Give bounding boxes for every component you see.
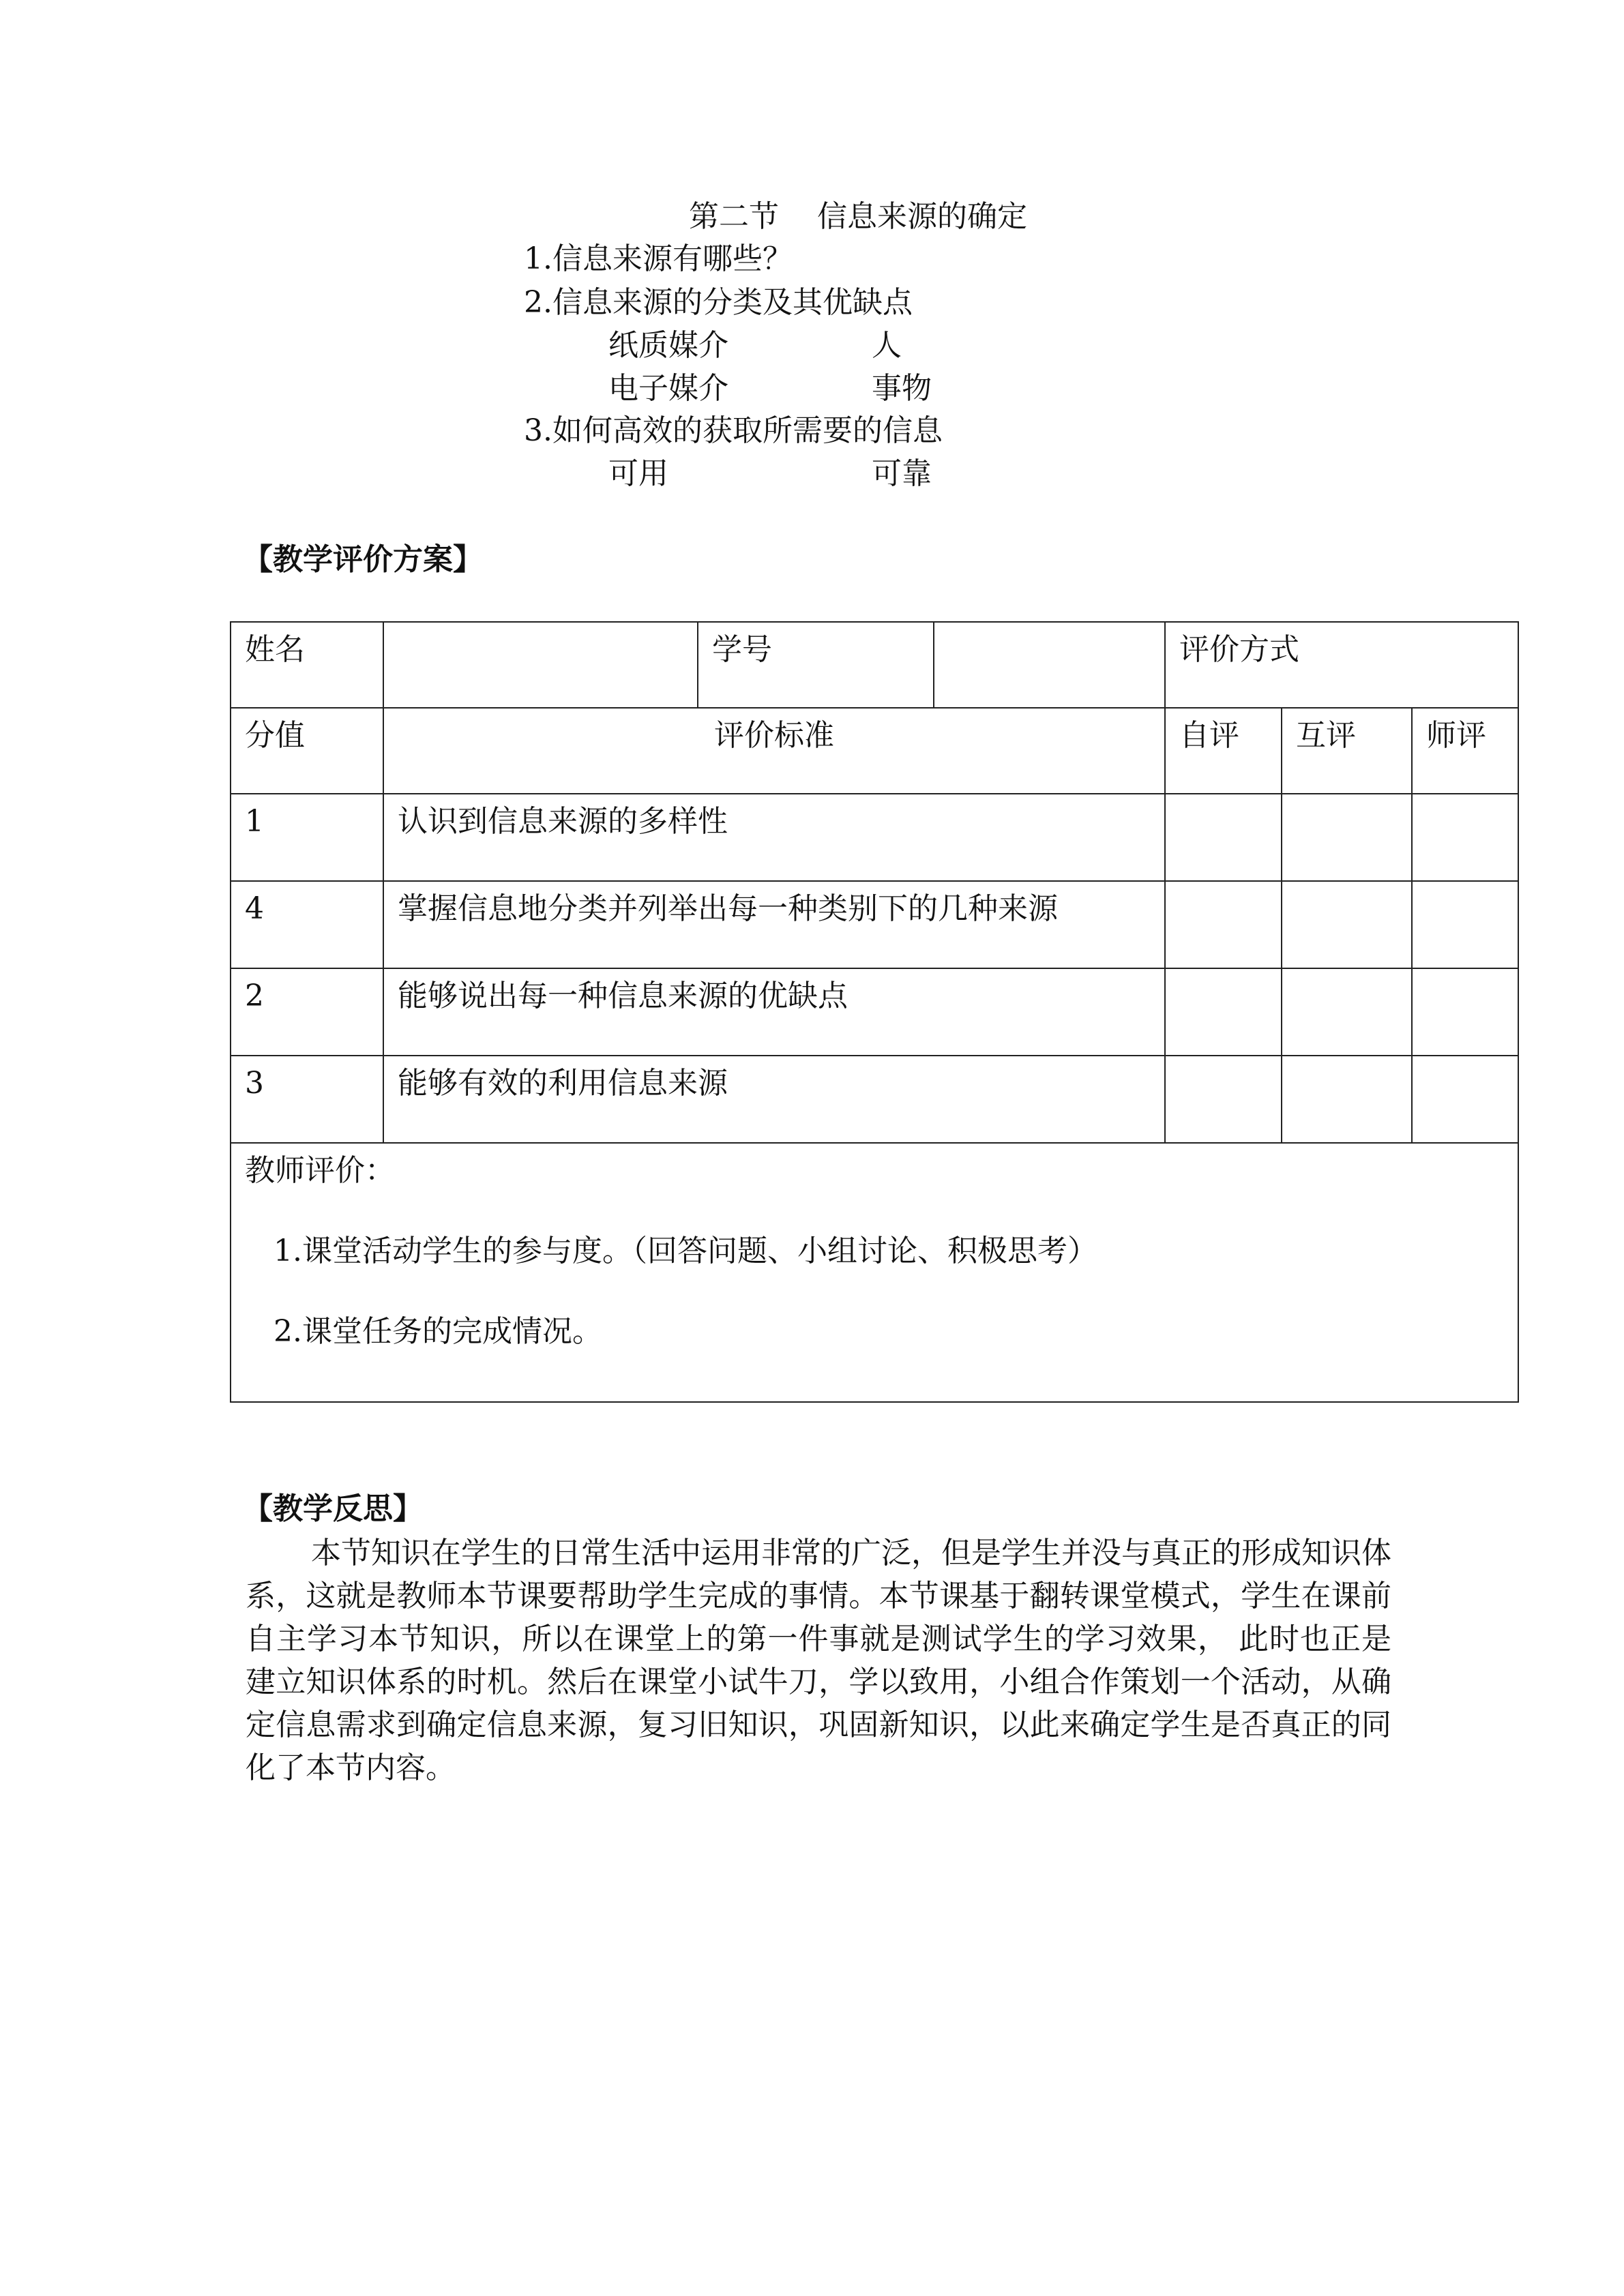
peer-eval-cell[interactable]	[1282, 968, 1412, 1056]
table-row	[231, 794, 1518, 881]
teacher-evaluation-cell	[231, 1143, 1518, 1402]
self-eval-cell[interactable]	[1165, 794, 1282, 881]
teacher-evaluation-item-2: 2.课堂任务的完成情况。	[274, 1314, 602, 1349]
outline-item-3: 3.如何高效的获取所需要的信息	[524, 413, 943, 448]
teacher-evaluation-item-1: 1.课堂活动学生的参与度。（回答问题、小组讨论、积极思考）	[274, 1234, 1097, 1268]
reflection-body: 本节知识在学生的日常生活中运用非常的广泛，但是学生并没与真正的形成知识体系，这就是教师本节课要帮助学生完成的事情。本节课基于翻转课堂模式，学生在课前自主学习本节知识，所以在课堂上的第一件事就是测试学生的学习效果， 此时也正是建立知识体系的时机。然后在课堂小试牛刀，学以致用，小组合作策划一个活动，从确定信息需求到确定信息来源，复习旧知识，巩固新知识，以此来确定学生是否真正的同化了本节内容。	[246, 1536, 1391, 1785]
evaluation-table	[230, 621, 1519, 1403]
source-type-electronic: 电子媒介	[608, 371, 728, 406]
student-id-field[interactable]	[934, 622, 1165, 708]
student-id-label: 学号	[698, 622, 934, 708]
criterion-cell: 掌握信息地分类并列举出每一种类别下的几种来源	[383, 881, 1165, 968]
criterion-reliable: 可靠	[872, 456, 932, 491]
peer-eval-cell[interactable]	[1282, 881, 1412, 968]
score-cell: 1	[231, 794, 383, 881]
outline-item-1: 1.信息来源有哪些？	[524, 241, 793, 276]
table-row	[231, 1056, 1518, 1143]
score-label: 分值	[231, 708, 383, 794]
section-title: 第二节 信息来源的确定	[689, 199, 1027, 234]
table-column-header-row	[231, 708, 1518, 794]
name-label: 姓名	[231, 622, 383, 708]
self-eval-cell[interactable]	[1165, 881, 1282, 968]
outline-item-2: 2.信息来源的分类及其优缺点	[524, 285, 913, 320]
criterion-usable: 可用	[608, 456, 668, 491]
teacher-eval-cell[interactable]	[1412, 794, 1518, 881]
teacher-evaluation-label: 教师评价：	[245, 1153, 395, 1188]
score-cell: 4	[231, 881, 383, 968]
teacher-eval-cell[interactable]	[1412, 1056, 1518, 1143]
teacher-eval-cell[interactable]	[1412, 881, 1518, 968]
self-eval-cell[interactable]	[1165, 968, 1282, 1056]
table-row	[231, 968, 1518, 1056]
criterion-cell: 认识到信息来源的多样性	[383, 794, 1165, 881]
source-type-person: 人	[872, 328, 902, 363]
criterion-cell: 能够说出每一种信息来源的优缺点	[383, 968, 1165, 1056]
criteria-label: 评价标准	[383, 708, 1165, 794]
evaluation-heading: 【教学评价方案】	[243, 542, 483, 577]
table-row	[231, 881, 1518, 968]
reflection-heading: 【教学反思】	[243, 1491, 423, 1526]
score-cell: 2	[231, 968, 383, 1056]
source-type-paper: 纸质媒介	[608, 328, 728, 363]
peer-eval-cell[interactable]	[1282, 794, 1412, 881]
peer-eval-label: 互评	[1282, 708, 1412, 794]
teacher-eval-label: 师评	[1412, 708, 1518, 794]
source-type-things: 事物	[872, 371, 932, 406]
peer-eval-cell[interactable]	[1282, 1056, 1412, 1143]
teacher-eval-cell[interactable]	[1412, 968, 1518, 1056]
self-eval-cell[interactable]	[1165, 1056, 1282, 1143]
evaluation-method-label: 评价方式	[1165, 622, 1518, 708]
criterion-cell: 能够有效的利用信息来源	[383, 1056, 1165, 1143]
teacher-evaluation-row	[231, 1143, 1518, 1402]
name-field[interactable]	[383, 622, 698, 708]
score-cell: 3	[231, 1056, 383, 1143]
table-header-row	[231, 622, 1518, 708]
self-eval-label: 自评	[1165, 708, 1282, 794]
